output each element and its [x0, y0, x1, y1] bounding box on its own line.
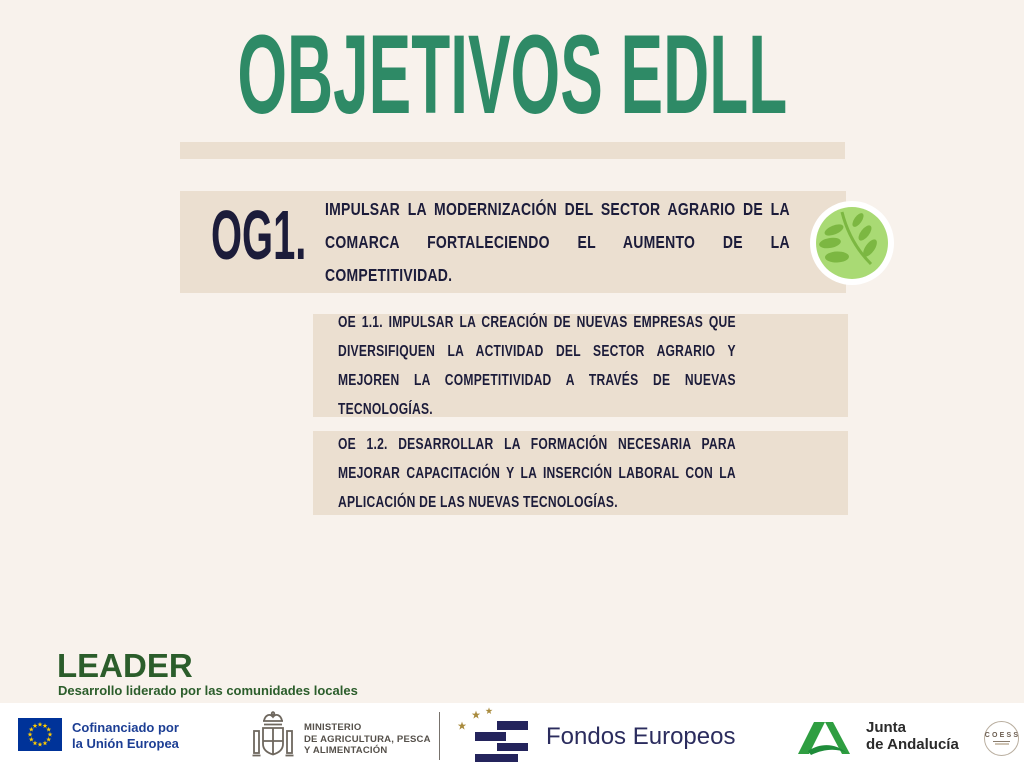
- eu-cofinancing-line1: Cofinanciado por: [72, 720, 179, 735]
- eu-cofinancing-label: [72, 720, 179, 752]
- specific-objective-1-text: OE 1.1. IMPULSAR LA CREACIÓN DE NUEVAS EMPRESAS QUE DIVERSIFIQUEN LA ACTIVIDAD DEL SECTOR AGRARIO Y MEJOREN LA COMPETITIVIDAD A TRAVÉS DE NUEVAS TECNOLOGÍAS.: [338, 313, 736, 418]
- coess-stamp-icon: [984, 721, 1019, 756]
- ministry-line3: Y ALIMENTACIÓN: [304, 745, 388, 756]
- junta-line2: de Andalucía: [866, 736, 959, 753]
- page-title: [0, 12, 1024, 137]
- junta-de-andalucia-a-icon: [798, 720, 856, 756]
- general-objective-text: IMPULSAR LA MODERNIZACIÓN DEL SECTOR AGRARIO DE LA COMARCA FORTALECIENDO EL AUMENTO DE LA COMPETITIVIDAD.: [325, 198, 790, 285]
- coess-stamp-line: [993, 741, 1010, 742]
- general-objective-card: [180, 191, 846, 293]
- general-objective-code: OG1.: [211, 196, 307, 274]
- eu-cofinancing-line2: la Unión Europea: [72, 736, 179, 751]
- junta-line1: Junta: [866, 719, 907, 736]
- coess-stamp-microtext: [995, 743, 1009, 745]
- ministry-line1: MINISTERIO: [304, 722, 362, 733]
- eu-flag-icon: [18, 718, 62, 751]
- ministry-label: [304, 722, 431, 757]
- ministry-line2: DE AGRICULTURA, PESCA: [304, 733, 431, 745]
- page-title-text: OBJETIVOS EDLL: [237, 12, 787, 137]
- fondos-europeos-flag-icon: [455, 705, 533, 767]
- specific-objective-2-text: OE 1.2. DESARROLLAR LA FORMACIÓN NECESARIA PARA MEJORAR CAPACITACIÓN Y LA INSERCIÓN LABORAL CON LA APLICACIÓN DE LAS NUEVAS TECNOLOGÍAS.: [338, 435, 736, 511]
- specific-objective-card-1: [313, 314, 848, 417]
- spain-coat-of-arms-icon: [251, 710, 295, 762]
- specific-objective-card-2: [313, 431, 848, 515]
- leader-logo-title: LEADER: [57, 647, 193, 684]
- footer-logo-strip: [0, 703, 1024, 768]
- junta-de-andalucia-label: [866, 719, 959, 753]
- coess-stamp-label: COESS: [984, 731, 1021, 739]
- leaf-icon: [809, 200, 895, 286]
- decorative-bar: [180, 142, 845, 159]
- footer-divider: [439, 712, 440, 760]
- fondos-europeos-label: Fondos Europeos: [546, 723, 736, 750]
- leader-logo-subtitle: Desarrollo liderado por las comunidades locales: [58, 683, 358, 698]
